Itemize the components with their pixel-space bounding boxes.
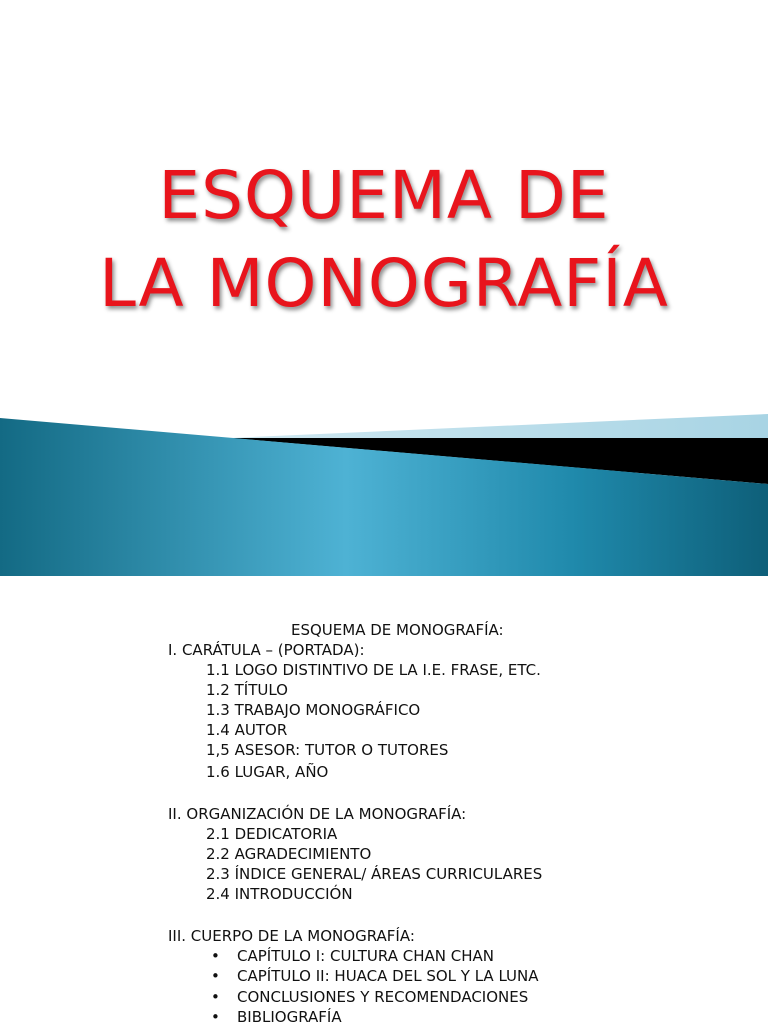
slide-title-line1: ESQUEMA DE [158, 157, 610, 234]
section-1-item: 1.1 LOGO DISTINTIVO DE LA I.E. FRASE, ETC. [206, 661, 541, 679]
slide-title-line2: LA MONOGRAFÍA [99, 245, 669, 322]
section-3-bullet-item: • CONCLUSIONES Y RECOMENDACIONES [237, 987, 528, 1007]
slide-title [0, 152, 768, 328]
document-heading: ESQUEMA DE MONOGRAFÍA: [291, 621, 504, 639]
section-2-item: 2.3 ÍNDICE GENERAL/ ÁREAS CURRICULARES [206, 865, 543, 883]
section-2-title: II. ORGANIZACIÓN DE LA MONOGRAFÍA: [168, 805, 467, 823]
section-1-item: 1.4 AUTOR [206, 721, 288, 739]
section-1-item: 1,5 ASESOR: TUTOR O TUTORES [206, 741, 449, 759]
section-2-item: 2.2 AGRADECIMIENTO [206, 845, 372, 863]
section-1-item: 1.6 LUGAR, AÑO [206, 763, 329, 781]
section-1-item: 1.3 TRABAJO MONOGRÁFICO [206, 701, 421, 719]
section-2-item: 2.4 INTRODUCCIÓN [206, 885, 353, 903]
document-page [0, 576, 768, 1024]
section-1-item: 1.2 TÍTULO [206, 681, 288, 699]
section-1-title: I. CARÁTULA – (PORTADA): [168, 641, 365, 659]
light-band [230, 414, 768, 438]
section-3-bullet-item: • CAPÍTULO II: HUACA DEL SOL Y LA LUNA [237, 966, 539, 986]
section-3-title: III. CUERPO DE LA MONOGRAFÍA: [168, 927, 415, 945]
section-3-bullet-item: • CAPÍTULO I: CULTURA CHAN CHAN [237, 946, 494, 966]
section-2-item: 2.1 DEDICATORIA [206, 825, 338, 843]
section-3-bullet-item: • BIBLIOGRAFÍA [237, 1007, 342, 1027]
decorative-swoosh [0, 400, 768, 576]
